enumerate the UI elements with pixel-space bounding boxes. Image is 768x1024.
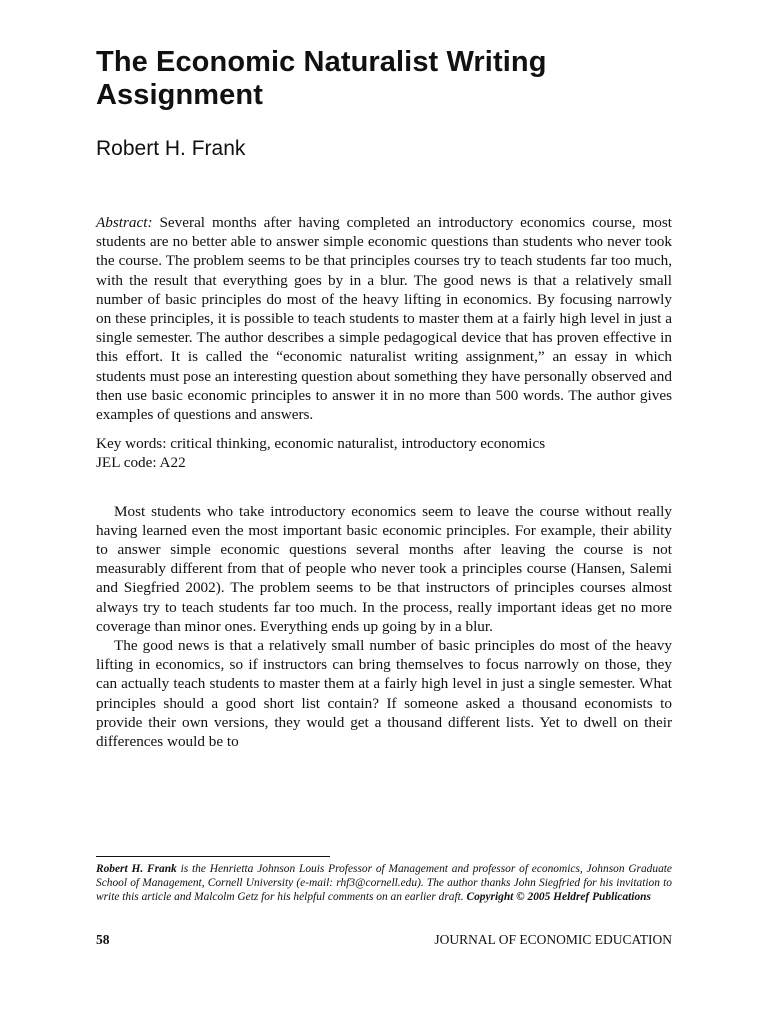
keywords: Key words: critical thinking, economic naturalist, introductory economics (96, 435, 546, 453)
abstract (96, 213, 672, 424)
footnote-divider (96, 856, 330, 857)
body-text (96, 502, 672, 752)
footnote-author-name: Robert H. Frank (96, 863, 177, 875)
jel-code: JEL code: A22 (96, 454, 186, 472)
body-paragraph-2: The good news is that a relatively small number of basic principles do most of the heavy lifting in economics, so if instructors can bring themselves to focus narrowly on those, they can actually teach students to master them at a fairly high level in just a single semester. What principles should a good short list contain? If someone asked a thousand economists to provide their own versions, they would get a thousand different lists. Yet to dwell on their differences would be to (96, 637, 672, 751)
page-number: 58 (96, 932, 110, 947)
abstract-label: Abstract: (96, 214, 153, 231)
author-footnote (96, 862, 672, 905)
footnote-text: is the Henrietta Johnson Louis Professor of Management and professor of economics, Johnson Graduate School of Management, Cornell University (e-mail: rhf3@cornell.edu). The author thanks John Siegfried for his invitation to write this article and Malcolm Getz for his helpful comments on an earlier draft. (96, 863, 672, 904)
article-title: The Economic Naturalist Writing Assignment (96, 46, 547, 111)
article-page (96, 46, 672, 751)
journal-name: JOURNAL OF ECONOMIC EDUCATION (434, 932, 672, 947)
body-paragraph-1: Most students who take introductory economics seem to leave the course without really having learned even the most important basic economic principles. For example, their ability to answer simple economic questions several months after leaving the course is not measurably different from that of people who never took a principles course (Hansen, Salemi and Siegfried 2002). The problem seems to be that instructors of principles courses almost always try to teach students far too much. In the process, really important ideas get no more coverage than minor ones. Everything ends up going by in a blur. (96, 502, 672, 635)
footnote-copyright: Copyright © 2005 Heldref Publications (466, 891, 651, 904)
abstract-text: Several months after having completed an introductory economics course, most students are no better able to answer simple economic questions than students who never took the course. The problem seems to be that principles courses try to teach students far too much, with the result that everything goes by in a blur. The good news is that a relatively small number of basic principles do most of the heavy lifting in economics. By focusing narrowly on these principles, it is possible to teach students to master them at a fairly high level in just a single semester. The author describes a simple pedagogical device that has proven effective in this effort. It is called the “economic naturalist writing assignment,” an essay in which students must pose an interesting question about something they have personally observed and then use basic economic principles to answer it in no more than 500 words. The author gives examples of questions and answers. (96, 214, 672, 424)
article-author: Robert H. Frank (96, 137, 246, 160)
